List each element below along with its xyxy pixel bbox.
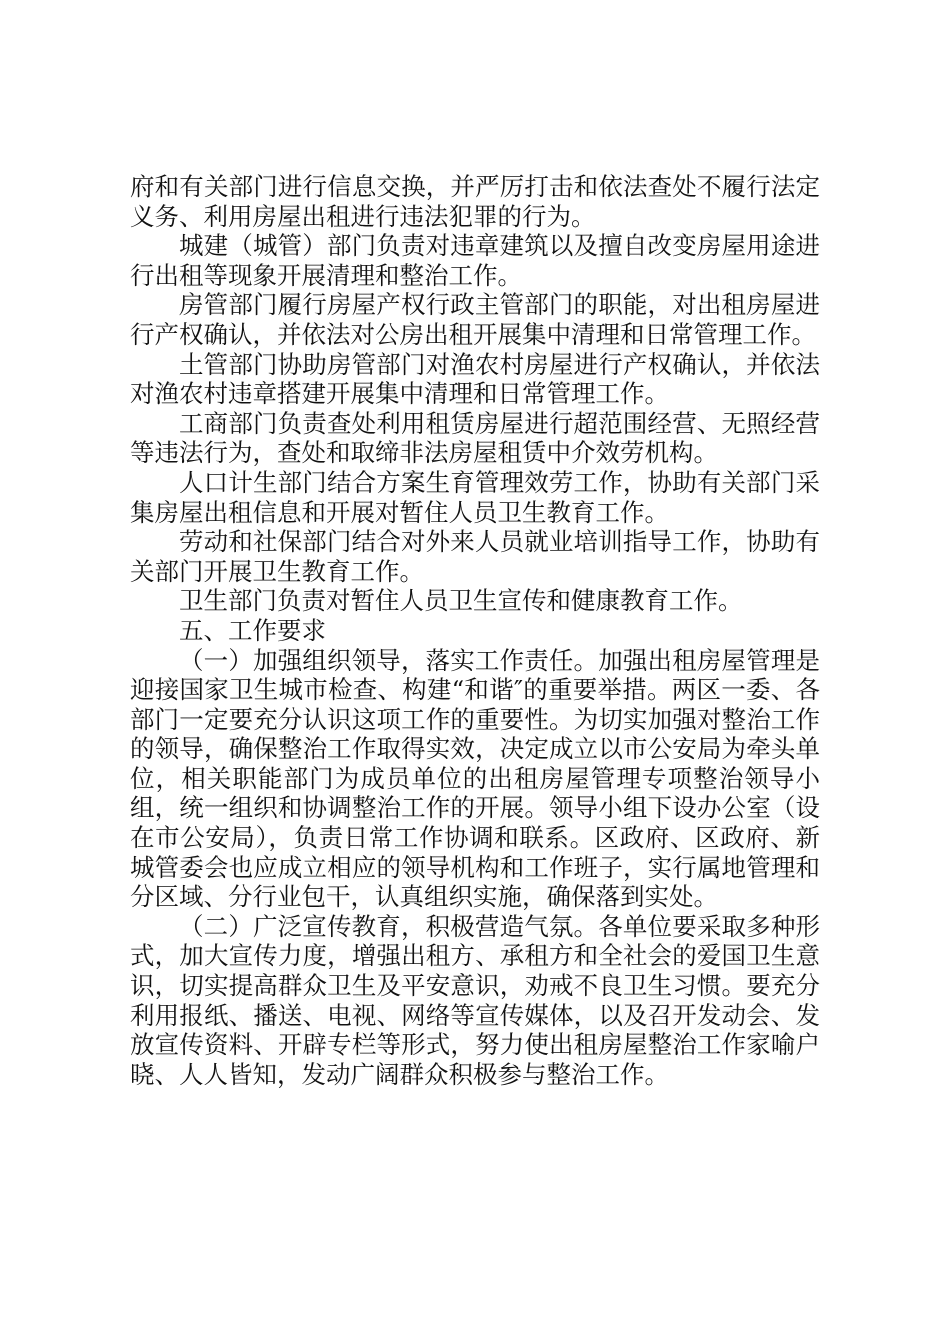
paragraph-population: 人口计生部门结合方案生育管理效劳工作，协助有关部门采集房屋出租信息和开展对暂住人员卫生教育工作。 bbox=[130, 467, 820, 527]
paragraph-commerce: 工商部门负责查处利用租赁房屋进行超范围经营、无照经营等违法行为，查处和取缔非法房屋租赁中介效劳机构。 bbox=[130, 408, 820, 468]
section-heading-work-requirements: 五、工作要求 bbox=[179, 615, 326, 645]
document-body bbox=[130, 172, 820, 1089]
paragraph-continuation: 府和有关部门进行信息交换，并严厉打击和依法查处不履行法定义务、利用房屋出租进行违法犯罪的行为。 bbox=[130, 172, 820, 231]
paragraph-requirement-2: （二）广泛宣传教育，积极营造气氛。各单位要采取多种形式，加大宣传力度，增强出租方、承租方和全社会的爱国卫生意识，切实提高群众卫生及平安意识，劝戒不良卫生习惯。要充分利用报纸、播送、电视、网络等宣传媒体，以及召开发动会、发放宣传资料、开辟专栏等形式，努力使出租房屋整治工作家喻户晓、人人皆知，发动广阔群众积极参与整治工作。 bbox=[130, 911, 820, 1089]
paragraph-requirement-1: （一）加强组织领导，落实工作责任。加强出租房屋管理是迎接国家卫生城市检查、构建“和谐″的重要举措。两区一委、各部门一定要充分认识这项工作的重要性。为切实加强对整治工作的领导，确保整治工作取得实效，决定成立以市公安局为牵头单位，相关职能部门为成员单位的出租房屋管理专项整治领导小组，统一组织和协调整治工作的开展。领导小组下设办公室（设在市公安局），负责日常工作协调和联系。区政府、区政府、新城管委会也应成立相应的领导机构和工作班子，实行属地管理和分区域、分行业包干，认真组织实施，确保落到实处。 bbox=[130, 645, 820, 912]
paragraph-land-management: 土管部门协助房管部门对渔农村房屋进行产权确认，并依法对渔农村违章搭建开展集中清理和日常管理工作。 bbox=[130, 349, 820, 409]
paragraph-health: 卫生部门负责对暂住人员卫生宣传和健康教育工作。 bbox=[179, 586, 743, 616]
paragraph-labor: 劳动和社保部门结合对外来人员就业培训指导工作，协助有关部门开展卫生教育工作。 bbox=[130, 527, 820, 586]
paragraph-housing-management: 房管部门履行房屋产权行政主管部门的职能，对出租房屋进行产权确认，并依法对公房出租开展集中清理和日常管理工作。 bbox=[130, 290, 820, 349]
paragraph-urban-construction: 城建（城管）部门负责对违章建筑以及擅自改变房屋用途进行出租等现象开展清理和整治工作。 bbox=[130, 231, 820, 290]
